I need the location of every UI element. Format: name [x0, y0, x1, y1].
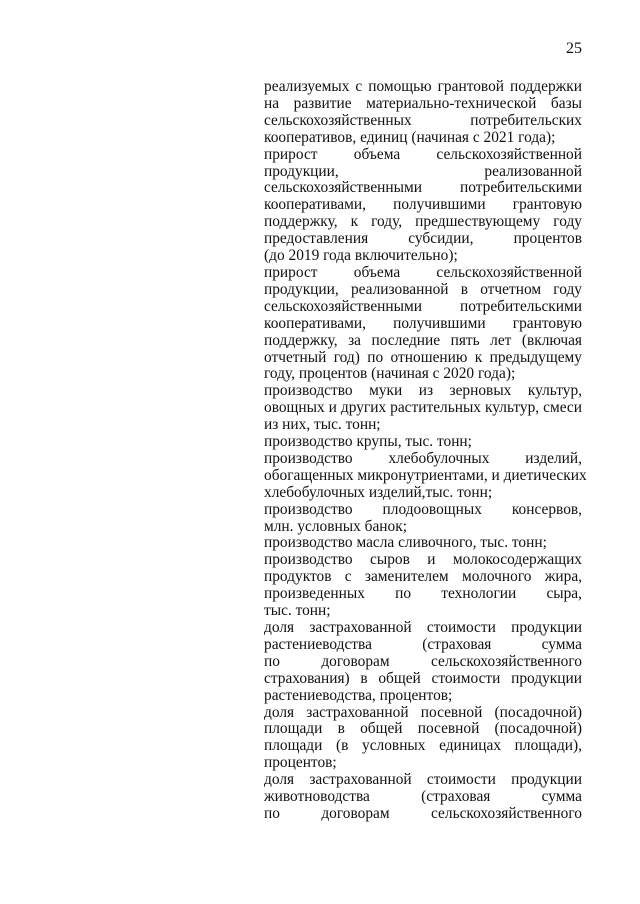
list-item: [264, 265, 582, 383]
text-line: поддержку, за последние пять лет (включая: [264, 331, 582, 349]
list-item: [264, 620, 582, 705]
text-line: процентов;: [264, 754, 337, 772]
text-line: на развитие материально-технической базы: [264, 94, 582, 112]
text-line: сельскохозяйственными потребительскими: [264, 179, 582, 197]
text-line: животноводства (страховая сумма: [264, 788, 582, 806]
text-line: тыс. тонн;: [264, 602, 331, 620]
text-line: (до 2019 года включительно);: [264, 247, 458, 265]
text-line: доля застрахованной посевной (посадочной): [264, 703, 582, 721]
text-line: прирост объема сельскохозяйственной: [264, 145, 582, 163]
text-line: году, процентов (начиная с 2020 года);: [264, 365, 516, 383]
list-item: [264, 772, 582, 823]
list-item: [264, 535, 582, 552]
text-line: доля застрахованной стоимости продукции: [264, 619, 582, 636]
page-number: 25: [566, 40, 582, 57]
list-item: [264, 552, 582, 620]
text-line: растениеводства, процентов;: [264, 686, 453, 704]
list-item: [264, 705, 582, 773]
text-line: площади в общей посевной (посадочной): [264, 720, 582, 738]
text-line: по договорам сельскохозяйственного: [264, 652, 582, 670]
text-line: произведенных по технологии сыра,: [264, 585, 582, 603]
text-line: предоставления субсидии, процентов: [264, 230, 582, 248]
text-line: кооперативов, единиц (начиная с 2021 года);: [264, 128, 556, 146]
list-item: [264, 79, 582, 147]
text-line: продукции, реализованной в отчетном году: [264, 280, 582, 298]
text-line: кооперативами, получившими грантовую: [264, 196, 582, 214]
text-line: млн. условных банок;: [264, 517, 407, 535]
text-line: обогащенных микронутриентами, и диетических: [264, 466, 587, 484]
text-line: поддержку, к году, предшествующему году: [264, 213, 582, 231]
text-line: производство крупы, тыс. тонн;: [264, 433, 472, 451]
text-line: производство сыров и молокосодержащих: [264, 551, 582, 569]
text-line: овощных и других растительных культур, смеси: [264, 399, 582, 417]
text-line: продуктов с заменителем молочного жира,: [264, 568, 582, 586]
text-line: производство хлебобулочных изделий,: [264, 449, 582, 467]
text-line: доля застрахованной стоимости продукции: [264, 771, 582, 789]
text-line: по договорам сельскохозяйственного: [264, 804, 582, 822]
list-item: [264, 502, 582, 536]
document-body: [264, 78, 587, 823]
list-item: [264, 449, 587, 502]
text-line: растениеводства (страховая сумма: [264, 635, 582, 653]
text-line: прирост объема сельскохозяйственной: [264, 263, 582, 281]
list-item: [264, 434, 582, 451]
text-line: реализуемых с помощью грантовой поддержки: [264, 78, 582, 95]
text-line: кооперативами, получившими грантовую: [264, 314, 582, 332]
text-line: производство масла сливочного, тыс. тонн;: [264, 534, 547, 552]
text-line: продукции, реализованной: [264, 162, 582, 180]
text-line: производство плодоовощных консервов,: [264, 500, 582, 518]
text-line: сельскохозяйственных потребительских: [264, 111, 582, 129]
text-line: отчетный год) по отношению к предыдущему: [264, 348, 582, 366]
text-line: страхования) в общей стоимости продукции: [264, 669, 582, 687]
list-item: [264, 147, 582, 265]
text-line: производство муки из зерновых культур,: [264, 382, 582, 400]
text-line: хлебобулочных изделий,тыс. тонн;: [264, 483, 493, 501]
list-item: [264, 383, 582, 434]
text-line: сельскохозяйственными потребительскими: [264, 297, 582, 315]
text-line: из них, тыс. тонн;: [264, 416, 381, 434]
text-line: площади (в условных единицах площади),: [264, 737, 582, 755]
